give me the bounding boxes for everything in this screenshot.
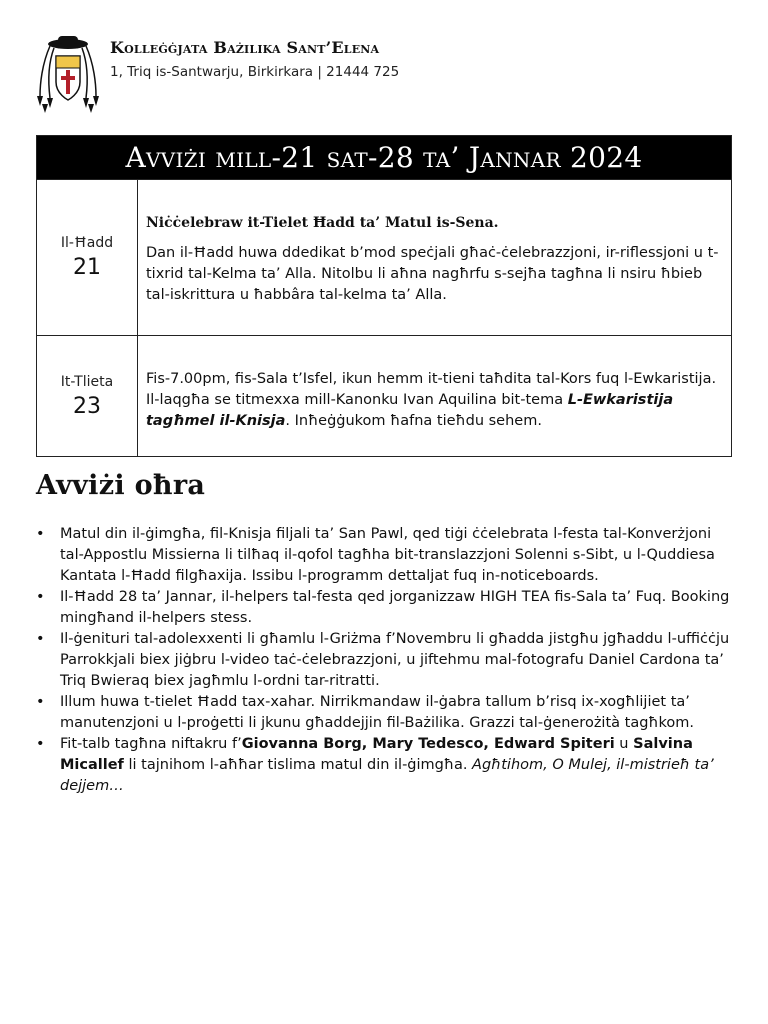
deceased-names: Giovanna Borg, Mary Tedesco, Edward Spiteri [241, 736, 615, 752]
notice-body [138, 336, 731, 456]
prayer-text: Agħtihom, O Mulej, il-mistrieħ ta’ dejjem… [60, 757, 714, 794]
other-notices-list [36, 524, 736, 797]
bullet-icon: • [36, 631, 45, 647]
notice-date [37, 180, 138, 335]
notice-text: . Inħeġġukom ħafna tieħdu sehem. [285, 413, 542, 429]
list-item-text: u [614, 736, 634, 752]
bullet-icon: • [36, 526, 45, 542]
notices-title: Avviżi mill-21 sat-28 ta’ Jannar 2024 [37, 136, 731, 179]
day-name: It-Tlieta [60, 373, 114, 390]
day-number: 23 [73, 393, 101, 419]
other-notices-title: Avviżi oħra [36, 470, 206, 501]
list-item-text: li tajnihom l-aħħar tislima matul din il-ġimgħa. [123, 757, 473, 773]
list-item [36, 587, 736, 629]
list-item [36, 524, 736, 587]
day-number: 21 [73, 255, 101, 280]
notice-headline: Niċċelebraw it-Tielet Ħadd ta’ Matul is-Sena. [146, 215, 499, 231]
list-item-text: Matul din il-ġimgħa, fil-Knisja filjali ta’ San Pawl, qed tiġi ċċelebrata l-festa tal-Konverżjoni tal-Appostlu Missierna li tilħaq il-qofol tagħha bit-translazzjoni Solenni s-Sibt, u l-Quddiesa Kantata l-Ħadd filgħaxija. Issibu l-programm dettaljat fuq in-noticeboards. [60, 526, 715, 584]
list-item-text: Il-Ħadd 28 ta’ Jannar, il-helpers tal-festa qed jorganizzaw HIGH TEA fis-Sala ta’ Fuq. Booking mingħand il-helpers stess. [60, 589, 730, 626]
list-item-text: Fit-talb tagħna niftakru f’ [60, 736, 242, 752]
organization-address: 1, Triq is-Santwarju, Birkirkara | 21444 725 [110, 64, 400, 80]
bullet-icon: • [36, 589, 45, 605]
deceased-name: Salvina Micallef [60, 736, 693, 773]
list-item-text: Illum huwa t-tielet Ħadd tax-xahar. Nirrikmandaw il-ġabra tallum b’risq ix-xogħlijiet ta’ manutenzjoni u l-proġetti li jkunu għaddejjin fil-Bażilika. Grazzi tal-ġenerożità tagħkom. [60, 694, 694, 731]
list-item [36, 692, 736, 734]
notice-row [37, 179, 731, 335]
notice-date [37, 336, 138, 456]
bullet-icon: • [36, 694, 45, 710]
list-item [36, 734, 736, 797]
day-name: Il-Ħadd [60, 235, 114, 251]
coat-of-arms-icon [34, 34, 102, 114]
notice-text: Fis-7.00pm, fis-Sala t’Isfel, ikun hemm it-tieni taħdita tal-Kors fuq l-Ewkaristija. Il-laqgħa se titmexxa mill-Kanonku Ivan Aquilina bit-tema [146, 371, 717, 408]
notice-theme: L-Ewkaristija tagħmel il-Knisja [146, 392, 674, 429]
notice-text: Dan il-Ħadd huwa ddedikat b’mod speċjali għaċ-ċelebrazzjoni, ir-riflessjoni u t-tixrid tal-Kelma ta’ Alla. Nitolbu li aħna nagħrfu s-sejħa tagħna li nsiru ħbieb tal-iskrittura u ħabbâra tal-kelma ta’ Alla. [146, 245, 719, 303]
organization-name: Kolleġġjata Bażilika Sant’Elena [110, 38, 380, 57]
notice-body [138, 180, 731, 335]
list-item-text: Il-ġenituri tal-adolexxenti li għamlu l-Griżma f’Novembru li għadda jistgħu jgħaddu l-uffiċċju Parrokkjali biex jiġbru l-video taċ-ċelebrazzjoni, u jiftehmu mal-fotografu Daniel Cardona ta’ Triq Bwieraq biex jagħmlu l-ordni tar-ritratti. [60, 631, 730, 689]
notice-row [37, 335, 731, 456]
list-item [36, 629, 736, 692]
bullet-icon: • [36, 736, 45, 752]
page-header [34, 34, 734, 114]
weekly-notices-table [36, 135, 732, 457]
